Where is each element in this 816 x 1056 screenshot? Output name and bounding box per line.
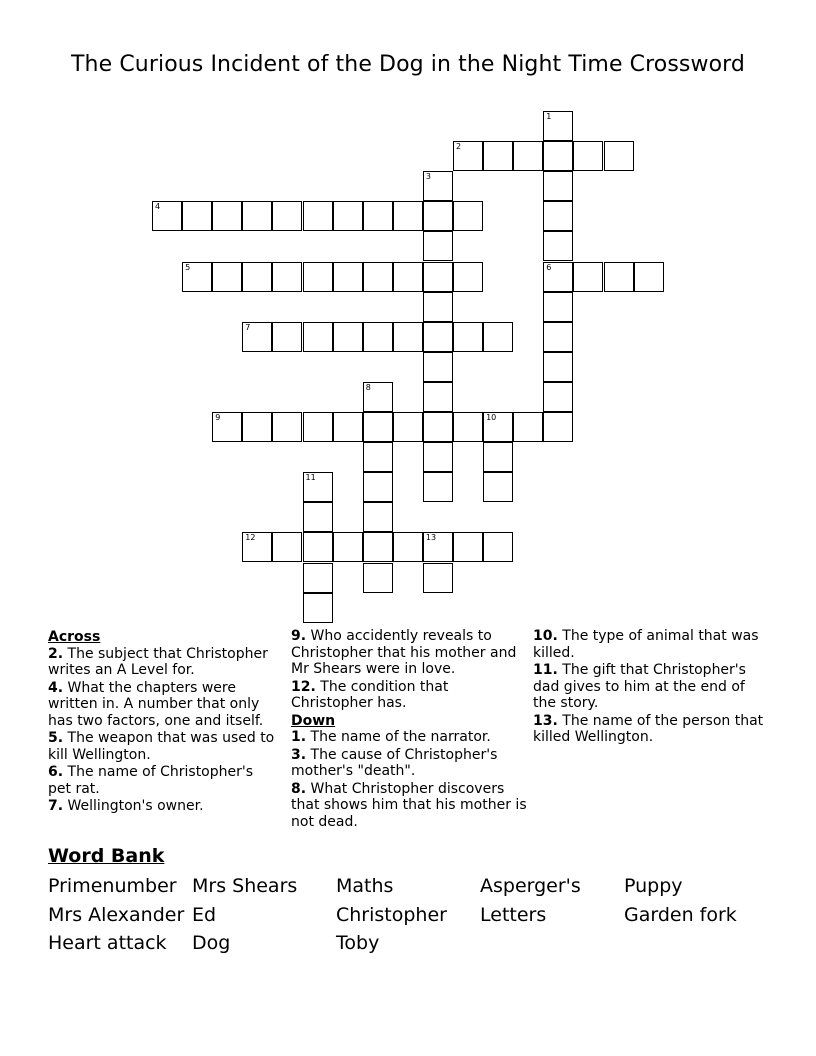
clue-number: 12 — [245, 533, 256, 543]
across-heading: Across — [48, 629, 101, 645]
crossword-cell[interactable] — [363, 442, 393, 472]
clue-number: 2 — [456, 142, 462, 152]
crossword-cell[interactable] — [543, 412, 573, 442]
crossword-cell[interactable] — [423, 382, 453, 412]
crossword-cell[interactable] — [242, 322, 272, 352]
crossword-cell[interactable] — [483, 442, 513, 472]
crossword-cell[interactable] — [363, 382, 393, 412]
crossword-cell[interactable] — [363, 262, 393, 292]
crossword-cell[interactable] — [483, 412, 513, 442]
crossword-cell[interactable] — [212, 262, 242, 292]
crossword-cell[interactable] — [363, 322, 393, 352]
crossword-cell[interactable] — [393, 532, 423, 562]
crossword-cell[interactable] — [423, 442, 453, 472]
clue-number: 3 — [425, 172, 431, 182]
word-bank-item: Letters — [480, 904, 547, 926]
word-bank-item: Primenumber — [48, 875, 177, 897]
clue-number: 5 — [185, 262, 191, 272]
word-bank-item: Christopher — [336, 904, 447, 926]
crossword-cell[interactable] — [303, 412, 333, 442]
word-bank-item: Ed — [192, 904, 217, 926]
crossword-cell[interactable] — [453, 201, 483, 231]
crossword-cell[interactable] — [604, 262, 634, 292]
word-bank-item: Mrs Alexander — [48, 904, 185, 926]
crossword-cell[interactable] — [303, 472, 333, 502]
crossword-cell[interactable] — [303, 593, 333, 623]
crossword-cell[interactable] — [483, 322, 513, 352]
word-bank-item: Heart attack — [48, 932, 167, 954]
crossword-cell[interactable] — [393, 262, 423, 292]
crossword-cell[interactable] — [543, 201, 573, 231]
crossword-cell[interactable] — [393, 412, 423, 442]
crossword-cell[interactable] — [393, 201, 423, 231]
crossword-cell[interactable] — [423, 563, 453, 593]
crossword-cell[interactable] — [363, 502, 393, 532]
crossword-cell[interactable] — [303, 322, 333, 352]
clue-across-6: 6. The name of Christopher's pet rat. — [48, 764, 254, 797]
word-bank-item: Maths — [336, 875, 394, 897]
crossword-cell[interactable] — [363, 412, 393, 442]
clue-number: 11 — [305, 473, 316, 483]
crossword-cell[interactable] — [212, 412, 242, 442]
crossword-cell[interactable] — [182, 201, 212, 231]
crossword-cell[interactable] — [363, 201, 393, 231]
clue-down-1: 1. The name of the narrator. — [291, 729, 491, 745]
word-bank-item: Asperger's — [480, 875, 581, 897]
clue-number: 6 — [546, 262, 552, 272]
crossword-cell[interactable] — [423, 532, 453, 562]
clue-down-10: 10. The type of animal that was killed. — [533, 628, 759, 661]
crossword-cell[interactable] — [513, 412, 543, 442]
word-bank-item: Mrs Shears — [192, 875, 298, 897]
crossword-cell[interactable] — [242, 201, 272, 231]
crossword-cell[interactable] — [453, 141, 483, 171]
word-bank-item: Garden fork — [624, 904, 737, 926]
crossword-cell[interactable] — [634, 262, 664, 292]
clue-down-3: 3. The cause of Christopher's mother's "death". — [291, 746, 498, 779]
clues-column-1 — [48, 628, 280, 816]
crossword-cell[interactable] — [604, 141, 634, 171]
crossword-cell[interactable] — [333, 532, 363, 562]
crossword-cell[interactable] — [483, 532, 513, 562]
crossword-cell[interactable] — [363, 532, 393, 562]
clue-down-11: 11. The gift that Christopher's dad gives to him at the end of the story. — [533, 662, 746, 711]
clue-across-9: 9. Who accidently reveals to Christopher that his mother and Mr Shears were in love. — [291, 628, 517, 677]
crossword-cell[interactable] — [303, 502, 333, 532]
clue-number: 10 — [486, 413, 497, 422]
down-heading: Down — [291, 712, 336, 729]
crossword-cell[interactable] — [543, 141, 573, 171]
crossword-cell[interactable] — [543, 111, 573, 141]
clue-number: 4 — [155, 202, 161, 212]
crossword-cell[interactable] — [573, 141, 603, 171]
word-bank-title: Word Bank — [48, 845, 165, 867]
crossword-cell[interactable] — [272, 412, 302, 442]
crossword-cell[interactable] — [573, 262, 603, 292]
crossword-cell[interactable] — [423, 412, 453, 442]
clues-column-3 — [533, 628, 765, 747]
crossword-cell[interactable] — [543, 262, 573, 292]
word-bank-item: Dog — [192, 932, 231, 954]
clue-number: 1 — [546, 112, 552, 121]
word-bank-item: Toby — [336, 932, 380, 954]
crossword-cell[interactable] — [182, 262, 212, 292]
crossword-cell[interactable] — [303, 532, 333, 562]
crossword-cell[interactable] — [212, 201, 242, 231]
crossword-cell[interactable] — [543, 382, 573, 412]
crossword-cell[interactable] — [483, 472, 513, 502]
crossword-cell[interactable] — [513, 141, 543, 171]
clue-down-8: 8. What Christopher discovers that shows him that his mother is not dead. — [291, 780, 527, 830]
crossword-cell[interactable] — [423, 171, 453, 201]
crossword-cell[interactable] — [423, 352, 453, 382]
page-title: The Curious Incident of the Dog in the Night Time Crossword — [71, 52, 745, 77]
crossword-cell[interactable] — [333, 201, 363, 231]
crossword-cell[interactable] — [543, 352, 573, 382]
clue-number: 13 — [425, 533, 437, 543]
clue-across-5: 5. The weapon that was used to kill Wellington. — [48, 730, 275, 763]
word-bank-item: Puppy — [624, 875, 683, 897]
crossword-cell[interactable] — [242, 412, 272, 442]
crossword-cell[interactable] — [453, 262, 483, 292]
crossword-cell[interactable] — [363, 563, 393, 593]
crossword-cell[interactable] — [543, 292, 573, 322]
crossword-cell[interactable] — [543, 322, 573, 352]
crossword-cell[interactable] — [543, 231, 573, 261]
crossword-cell[interactable] — [242, 262, 272, 292]
crossword-cell[interactable] — [543, 171, 573, 201]
clue-number: 8 — [365, 382, 371, 392]
crossword-cell[interactable] — [423, 262, 453, 292]
crossword-cell[interactable] — [423, 322, 453, 352]
crossword-cell[interactable] — [303, 262, 333, 292]
crossword-cell[interactable] — [453, 532, 483, 562]
crossword-cell[interactable] — [423, 472, 453, 502]
crossword-cell[interactable] — [333, 262, 363, 292]
clue-down-13: 13. The name of the person that killed Wellington. — [533, 712, 764, 745]
crossword-cell[interactable] — [423, 231, 453, 261]
crossword-cell[interactable] — [453, 412, 483, 442]
crossword-cell[interactable] — [393, 322, 423, 352]
crossword-cell[interactable] — [272, 201, 302, 231]
crossword-cell[interactable] — [363, 472, 393, 502]
crossword-cell[interactable] — [333, 412, 363, 442]
crossword-cell[interactable] — [152, 201, 182, 231]
crossword-cell[interactable] — [453, 322, 483, 352]
crossword-cell[interactable] — [423, 292, 453, 322]
clue-across-7: 7. Wellington's owner. — [48, 798, 204, 814]
crossword-cell[interactable] — [272, 322, 302, 352]
clues-column-2 — [291, 628, 531, 831]
clue-across-4: 4. What the chapters were written in. A number that only has two factors, one and itself. — [48, 679, 264, 729]
crossword-cell[interactable] — [303, 201, 333, 231]
crossword-cell[interactable] — [272, 262, 302, 292]
clue-number: 9 — [215, 413, 221, 422]
clue-across-2: 2. The subject that Christopher writes an A Level for. — [48, 645, 268, 678]
crossword-cell[interactable] — [333, 322, 363, 352]
clue-number: 7 — [245, 322, 251, 332]
crossword-cell[interactable] — [242, 532, 272, 562]
crossword-cell[interactable] — [303, 563, 333, 593]
crossword-cell[interactable] — [483, 141, 513, 171]
clue-across-12: 12. The condition that Christopher has. — [291, 678, 449, 711]
crossword-cell[interactable] — [272, 532, 302, 562]
crossword-cell[interactable] — [423, 201, 453, 231]
